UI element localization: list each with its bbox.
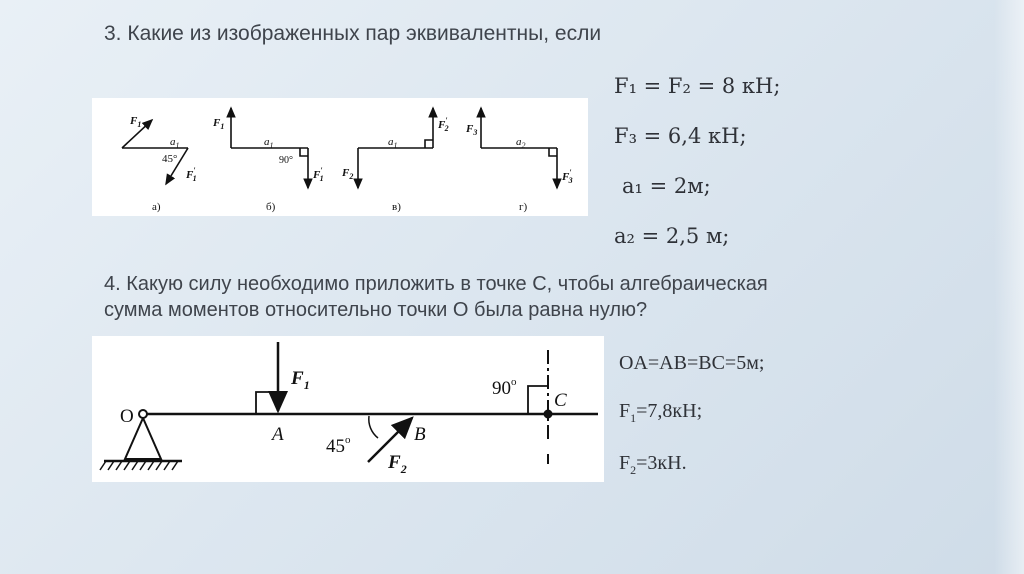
question-3-text: 3. Какие из изображенных пар эквивалентны, если: [104, 22, 602, 45]
label-v-a1: $a_1$: [388, 136, 398, 150]
label-f1: $F_1$: [291, 368, 310, 392]
label-c: C: [554, 390, 567, 411]
condition-f2: $F_2=3кН$.: [619, 452, 687, 477]
right-angle-a: [256, 392, 278, 414]
condition-f1: $F_1=7,8кН$;: [619, 400, 703, 425]
label-v-caption: в): [392, 201, 401, 213]
right-angle-b: [300, 148, 308, 156]
label-angle-90: 90$^o$: [492, 376, 517, 399]
label-a: A: [272, 424, 284, 445]
label-a-f1: $F_1$: [130, 115, 142, 129]
right-angle-v: [425, 140, 433, 148]
condition-a1: a₁ = 2м;: [622, 174, 711, 198]
label-g-f3: $F_3$: [466, 123, 478, 137]
label-b-f1: $F_1$: [213, 117, 225, 131]
pivot-o: [139, 410, 147, 418]
label-b-a1: $a_1$: [264, 136, 274, 150]
condition-lengths: OA=AB=BC=5м;: [619, 352, 765, 374]
angle-arc-b: [369, 416, 378, 438]
force-pairs-diagram: [92, 98, 588, 216]
condition-a2: a₂ = 2,5 м;: [614, 224, 730, 248]
label-f2: $F_2$: [388, 452, 407, 476]
label-v-f2: $F_2$: [342, 167, 354, 181]
right-angle-c: [528, 386, 548, 414]
label-b: B: [414, 424, 426, 445]
slide-edge-highlight: [994, 0, 1024, 574]
label-a-caption: а): [152, 201, 161, 213]
label-a-f1p: F′ 1: [186, 166, 197, 183]
label-a-a1: $a_1$: [170, 136, 180, 150]
point-c-dot: [544, 410, 552, 418]
condition-f1-f2: F₁ = F₂ = 8 кН;: [614, 74, 781, 98]
beam-diagram: [92, 336, 604, 482]
label-g-f3p: F′ 3: [562, 168, 573, 185]
label-b-caption: б): [266, 201, 276, 213]
question-4-line-2: сумма моментов относительно точки О была равна нулю?: [104, 299, 648, 321]
label-g-a2: $a_2$: [516, 136, 526, 150]
label-angle-45: 45$^o$: [326, 434, 351, 457]
force-pairs-figure: [92, 98, 588, 216]
label-o: O: [120, 406, 134, 427]
condition-f3: F₃ = 6,4 кН;: [614, 124, 747, 148]
label-b-angle: 90°: [279, 155, 293, 166]
label-g-caption: г): [519, 201, 528, 213]
question-4-line-1: 4. Какую силу необходимо приложить в точке С, чтобы алгебраическая: [104, 273, 768, 295]
right-angle-g: [549, 148, 557, 156]
ground-hatch: [100, 461, 178, 470]
label-b-f1p: F′ 1: [313, 166, 324, 183]
label-a-angle: 45°: [162, 153, 178, 165]
label-v-f2p: F′ 2: [438, 116, 449, 133]
beam-figure: [92, 336, 604, 482]
